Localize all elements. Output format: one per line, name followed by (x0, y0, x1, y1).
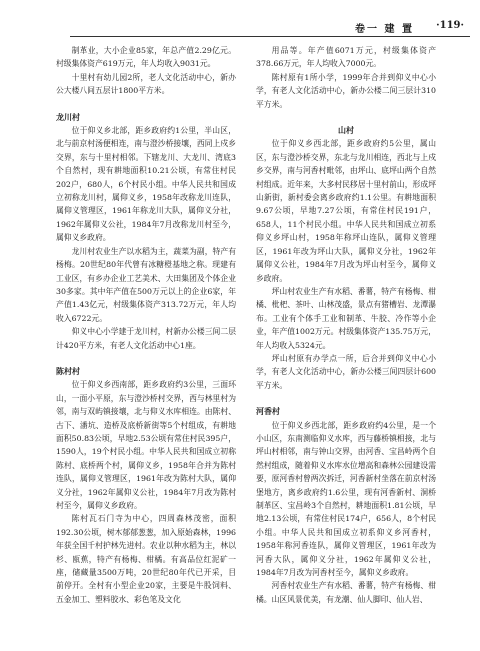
paragraph: 坪山村农业生产有水稻、番薯，特产有杨梅、柑橘、枇杷、茶叶、山林茂盛，景点有猪槽岩、龙潭瀑布。工业有个体手工业和制革、牛胶、冷作等小企业，年产值1002万元。村级集体资产135.75万元，年人均收入5324元。 (256, 286, 436, 350)
paragraph: 十里村有幼儿园2所，老人文化活动中心，新办公大楼八间五层计1800平方米。 (56, 72, 236, 96)
right-column (256, 44, 436, 606)
paragraph: 位于仰义乡北部，距乡政府约1公里，半山区，北与前京村汤便相连，南与澄沙桥接壤，西同上戍乡交界，东与十里村相邻。下辖龙川、大龙川、湾底3个自然村，现有耕地面积10.21公顷，有常住村民202户，680人，6个村民小组。中华人民共和国成立初称龙川村，属仰义乡，1958年改称龙川连队，属仰义管理区，1961年称龙川大队，属仰义分社，1962年属仰义公社，1984年7月改称龙川村至今，属仰义乡政府。 (56, 126, 236, 243)
section-heading-chencun: 陈村村 (56, 366, 80, 376)
paragraph: 位于仰义乡西南部，距乡政府约3公里，三面环山，一面小平原，东与澄沙桥村交界，西与林里村为邻，南与双屿镇接壤，北与仰义水库相连。由陈村、古下、潘坑、造桥及底桥新街等5个村组成，有耕地面积50.83公顷，早地2.53公顷有常住村民395户，1590人，19个村民小组。中华人民共和国成立初称陈村、底桥两个村，属仰义乡，1958年合并为陈村连队，属仰义管理区，1961年改为陈村大队，属仰义分社，1962年属仰义公社，1984年7月改为陈村村至今，属仰义乡政府。 (56, 380, 236, 510)
paragraph: 位于仰义乡西北部，距乡政府约4公里，是一个小山区，东南测临仰义水库，西与藤桥镇相接，北与坪山村相邻，南与钟山交界，由河香、宝昌岭两个自然村组成，随着仰义水库水位增高和森林公园建设需要，原河香村曾两次拆迁，河香新村坐落在前京村汤堡地方，离乡政府约1.6公里，现有河香新村、洞桥制革区、宝昌岭3个自然村，耕地面积1.81公顷，早地2.13公顷，有常住村民174户，656人，8个村民小组。中华人民共和国成立初系仰义乡河香村，1958年称河香连队，属仰义管理区，1961年改为河香大队，属仰义分社，1962年属仰义公社，1984年7月改为河香村至今，属仰义乡政府。 (256, 420, 436, 578)
paragraph: 仰义中心小学建于龙川村，村新办公楼三间二层计420平方米，有老人文化活动中心1座。 (56, 327, 236, 350)
section-heading-hexiang: 河香村 (256, 407, 280, 417)
paragraph: 制革业，大小企业85家，年总产值2.29亿元。村级集体资产619万元，年人均收入9031元。 (56, 46, 236, 69)
page-number: ·119· (436, 20, 464, 31)
section-heading-longchuan: 龙川村 (56, 112, 80, 122)
paragraph: 陈村瓦石门寺为中心，四周森林茂密，面积192.30公顷，树木郁郁葱葱，加入原始森林，1996年获全国千村护林先进村。农业以种水稻为主，林以杉、瓯蕉，特产有杨梅、柑橘。有高品位红泥矿一座，储藏量3500万吨，20世纪80年代已开采，目前停开。全村有小型企业20家，主要是牛股饲料、五金加工、塑料胶水、彩色笔及文化 (56, 514, 236, 604)
paragraph: 龙川村农业生产以水稻为主，蔬菜为副，特产有杨梅。20世纪80年代曾有冰糖橙基地之称。现建有工业区，有乡办企业工艺美术、大田集团及个体企业30多家。其中年产值在500万元以上的企业6家，年产值1.43亿元，村级集体资产313.72万元，年人均收入6722元。 (56, 246, 236, 323)
section-heading-shancun: 山村 (338, 126, 354, 136)
left-column (56, 44, 236, 606)
header-rule (70, 36, 470, 37)
paragraph: 用品等。年产值6071万元，村级集体资产378.66万元，年人均收入7000元。 (256, 46, 436, 69)
paragraph: 位于仰义乡西北部，距乡政府约5公里，属山区，东与澄沙桥交界，东北与龙川相连，西北与上戍乡交界，南与河香村毗邻，由坪山、底坪山两个自然村组成。近年来，大多村民移居十里村前山，形成坪山新街，新村委会离乡政府约1.1公里。有耕地面积9.67公顷，早地7.27公顷，有常住村民191户，658人，11个村民小组。中华人民共和国成立初系仰义乡坪山村，1958年称坪山连队，属仰义管理区，1961年改为坪山大队，属仰义分社，1962年属仰义公社，1984年7月改为坪山村至今，属仰义乡政府。 (256, 139, 436, 283)
paragraph: 河香村农业生产有水稻、番薯，特产有杨梅、柑橘。山区风景优美，有龙潮、仙人脚印、仙人岩、 (256, 581, 436, 604)
paragraph: 坪山村原有办学点一所，后合并到仰义中心小学，有老人文化活动中心，新办公楼三间四层计600平方米。 (256, 353, 436, 390)
running-header (70, 20, 470, 36)
paragraph: 陈村原有1所小学，1999年合并到仰义中心小学，有老人文化活动中心，新办公楼二间三层计310平方米。 (256, 72, 436, 109)
chapter-title: 卷一 建 置 (355, 24, 414, 35)
